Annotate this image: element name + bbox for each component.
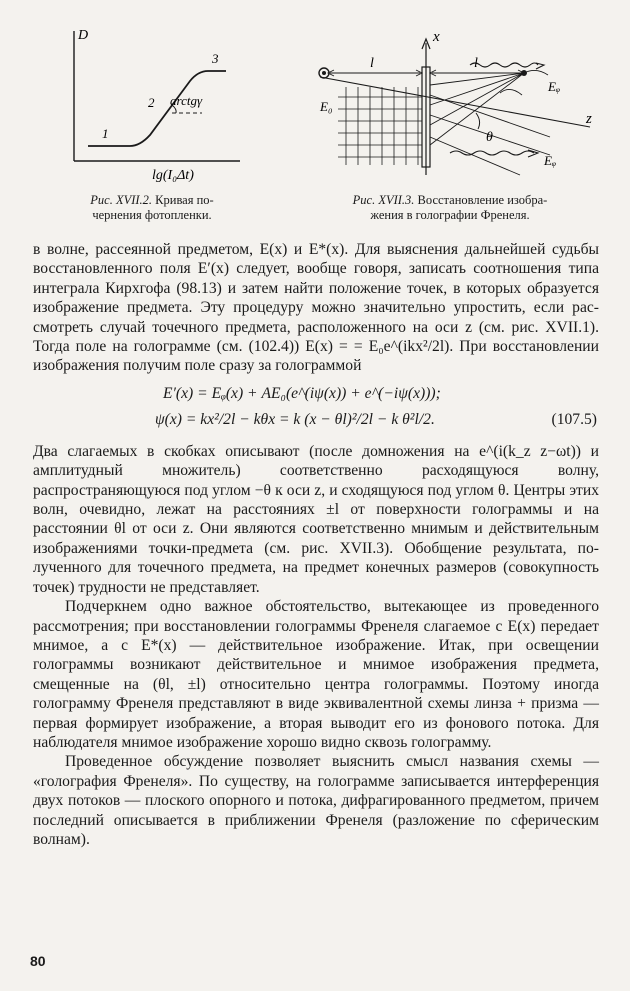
slope-label: arctgγ — [170, 93, 203, 108]
theta-label: θ — [486, 130, 493, 145]
figure-2-caption — [300, 193, 600, 223]
paragraph-2: Два слагаемых в скобках описывают (после домножения на e^(i(k_z z−ωt)) и амплитудный множитель) соответственно расходящуюся волну, распространяющуюся под углом −θ к оси z, и сходящуюся под углом θ. Центры этих волн, очевидно, лежат на расстояниях ±l от поверхности голограммы и на расстоянии θl от оси z. Они являются соответственно мнимым и действительным изображениями точки-предмета (см. рис. XVII.3). Обобщение результата, полученного для точечного предмета, на предмет конечных размеров (совокупность точек) трудности не представляет. — [33, 442, 599, 596]
page-number: 80 — [30, 953, 46, 969]
figure-1-caption-line1: Кривая по- — [155, 193, 214, 207]
point-2-label: 2 — [148, 95, 155, 110]
main-text — [33, 240, 599, 849]
figure-1-caption-line2: чернения фотопленки. — [92, 208, 212, 222]
wavy-arrow-top — [470, 63, 538, 67]
point-3-label: 3 — [212, 51, 219, 66]
figure-2-caption-line2: жения в голографии Френеля. — [370, 208, 530, 222]
x-axis-label: x — [433, 29, 440, 45]
paragraph-3: Подчеркнем одно важное обстоятельство, вытекающее из проведенного рассмотрения; при восстановлении голограммы Френеля слагаемое с E(x) передает мнимое, а с E*(x) — действительное изображение. Итак, при освещении голограммы возникают действительное и мнимое изображения предмета, смещенные на (θl, ±l) относительно центра голограммы. Поэтому иногда голограмму Френеля представляют в виде эквивалентной схемы линза + призма — первая формирует изображение, а вторая выводит его из фонового потока. Для наблюдателя мнимое изображение хорошо видно сквозь голограмму. — [33, 598, 599, 751]
film-curve-diagram — [60, 25, 250, 185]
paragraph-1: в волне, рассеянной предметом, E(x) и E*(x). Для выяснения дальнейшей судьбы восстановленного поля E′(x) следует, вообще говоря, записать соотношения типа интеграла Кирхгофа (98.13) и затем найти положение точек, в которых образуется изображение предмета. Эту процедуру можно значительно упростить, если рассмотреть случай точечного предмета, расположенного на оси z (см. рис. XVII.1). Тогда поле на голограмме (см. (102.4)) E(x) = = E₀e^(ikx²/2l). При восстановлении изображения получим поле сразу за голограммой — [33, 241, 599, 375]
z-axis-label: z — [586, 111, 592, 127]
figure-2-caption-line1: Восстановление изобра- — [417, 193, 548, 207]
formula-line-2: ψ(x) = kx²/2l − kθx = k (x − θl)²/2l − k θ²l/2. — [155, 410, 435, 428]
object-point-center — [322, 71, 326, 75]
theta-arc — [476, 113, 480, 129]
point-1-label: 1 — [102, 126, 109, 141]
field-ef-bottom-label: Eᵩ — [544, 153, 556, 168]
paragraph-4: Проведенное обсуждение позволяет выяснить смысл названия схемы — «голография Френеля». По существу, на голограмме записывается интерференция двух потоков — плоского опорного и потока, дифрагированного предметом, причем последний описывается в приближении Френеля (разложение по сферическим волнам). — [33, 753, 599, 848]
formula-line-1: E′(x) = Eᵩ(x) + AE₀(e^(iψ(x)) + e^(−iψ(x))); — [163, 384, 441, 402]
figure-1-caption — [52, 193, 252, 223]
figure-film-curve — [60, 25, 250, 185]
wavy-arrow-bottom — [450, 151, 534, 155]
figure-1-number: Рис. XVII.2. — [90, 193, 153, 207]
figure-fresnel-hologram — [300, 25, 600, 185]
field-e0-label: E₀ — [320, 99, 333, 114]
field-ef-top-label: Eᵩ — [548, 79, 560, 94]
plane-wave-grid — [338, 87, 422, 165]
lg-axis-label: lg(I₀Δt) — [152, 168, 194, 183]
equation-107-5 — [33, 378, 599, 438]
distance-right-label: l — [474, 56, 478, 71]
diffracted-rays — [430, 70, 550, 175]
distance-left-label: l — [370, 56, 374, 71]
d-axis-label: D — [78, 28, 89, 43]
figure-2-number: Рис. XVII.3. — [352, 193, 415, 207]
blackening-curve — [88, 71, 226, 146]
equation-number: (107.5) — [551, 410, 597, 428]
fresnel-diagram — [300, 25, 600, 185]
